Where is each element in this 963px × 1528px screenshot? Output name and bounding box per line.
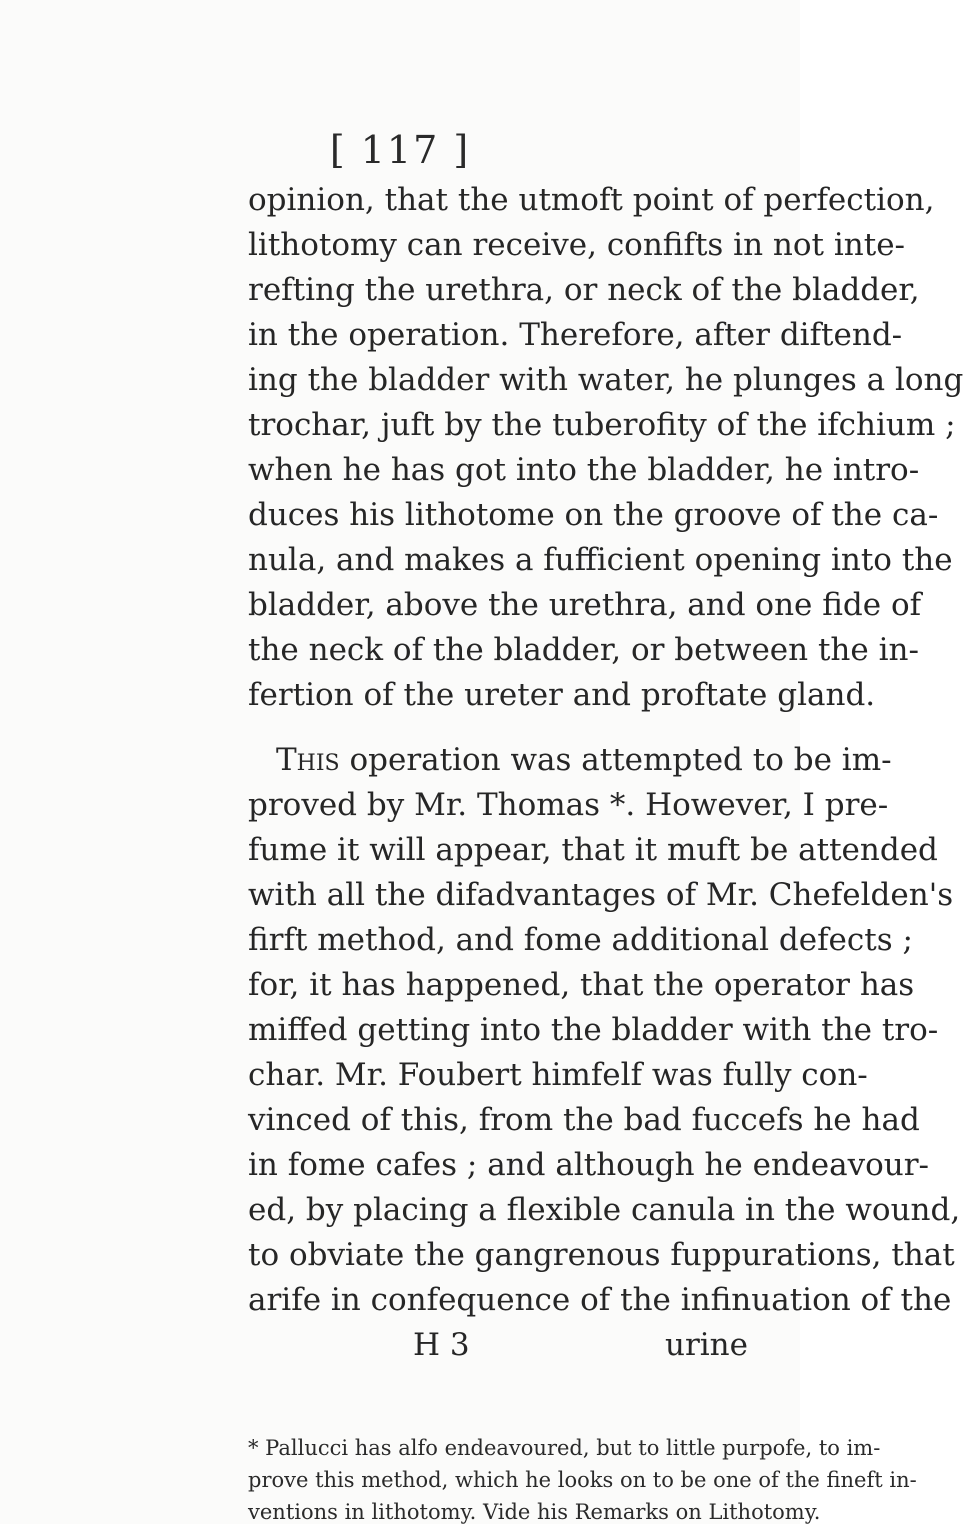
first-line-rest: operation was attempted to be im- [349,742,892,778]
text-line: when he has got into the bladder, he intro- [248,452,920,488]
text-line: arife in confequence of the infinuation of the [248,1282,952,1318]
footnote [248,1432,917,1528]
body-text [248,178,963,1368]
opening-word: This [276,742,340,778]
text-line: char. Mr. Foubert himfelf was fully con- [248,1057,868,1093]
text-line: nula, and makes a fufficient opening into the [248,542,953,578]
catchword: urine [664,1327,748,1363]
text-line: in fome cafes ; and although he endeavour- [248,1147,930,1183]
signature-mark: H 3 [413,1327,470,1363]
text-line: firft method, and fome additional defects ; [248,922,913,958]
paragraph-2 [248,738,961,1323]
paragraph-1 [248,178,963,718]
text-line: duces his lithotome on the groove of the ca- [248,497,939,533]
text-line: with all the difadvantages of Mr. Chefelden's [248,877,954,913]
text-line: miffed getting into the bladder with the tro- [248,1012,939,1048]
text-line: trochar, juft by the tuberofity of the ifchium ; [248,407,956,443]
text-line: the neck of the bladder, or between the in- [248,632,919,668]
text-line: to obviate the gangrenous fuppurations, that [248,1237,955,1273]
text-line: refting the urethra, or neck of the bladder, [248,272,920,308]
text-line: for, it has happened, that the operator has [248,967,915,1003]
footnote-line: * Pallucci has alfo endeavoured, but to little purpofe, to im- [248,1436,881,1460]
signature-line [248,1323,748,1368]
page-number: [ 117 ] [329,128,471,172]
footnote-line: ventions in lithotomy. Vide his Remarks on Lithotomy. [248,1500,821,1524]
footnote-line: prove this method, which he looks on to be one of the fineft in- [248,1468,917,1492]
text-line: lithotomy can receive, confifts in not inte- [248,227,906,263]
text-line: proved by Mr. Thomas *. However, I pre- [248,787,889,823]
text-line: ing the bladder with water, he plunges a long [248,362,963,398]
text-line: fume it will appear, that it muft be attended [248,832,938,868]
text-line: opinion, that the utmoft point of perfection, [248,182,935,218]
text-line: vinced of this, from the bad fuccefs he had [248,1102,920,1138]
text-line-first [248,738,892,783]
text-line: bladder, above the urethra, and one fide of [248,587,922,623]
text-line: in the operation. Therefore, after diftend- [248,317,903,353]
text-line: ed, by placing a flexible canula in the wound, [248,1192,961,1228]
text-line: fertion of the ureter and proftate gland. [248,677,876,713]
